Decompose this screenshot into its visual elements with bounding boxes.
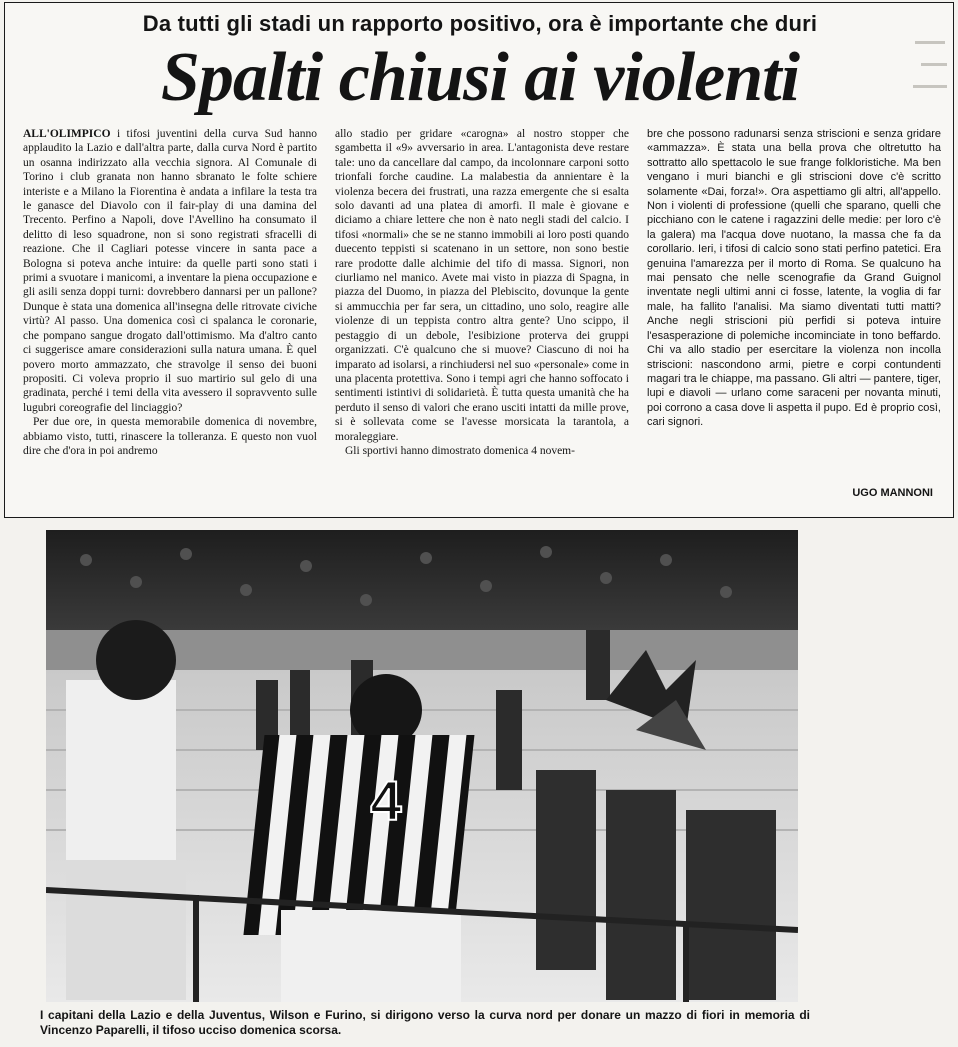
paragraph-text: i tifosi juventini della curva Sud hanno applaudito la Lazio e dall'altra parte, dalla curva Nord è partito un osanna indirizzato alla vecchia signora. Al Comunale di Torino i club granata non hanno sbranato le folte schiere interiste e a Milano la Fiorentina è andata a infilare la testa tra le ganasce del Diavolo con il fair-play di una damina del Trecento. Perfino a Napoli, dove l'Avellino ha consumato il delitto di leso squadrone, non si sono registrati sfracelli di reazione. Che il Cagliari potesse vincere in santa pace a Bologna si poteva anche intuire: da quelle parti sono stati i primi a svuotare i manicomi, a inventare la piena occupazione e gli asili senza doppi turni: dovrebbero dannarsi per un pallone? Dunque è stata una domenica all'insegna delle ritrovate civiche virtù? Al passo. Una domenica così ci spalanca le coronarie, che pompano sangue drogato dall'ottimismo. Ma d'altro canto ci suggerisce amare considerazioni sulla natura umana. È quel povero morto ammazzato, che stravolge il senso dei buoni propositi. Ci voleva proprio il suo martirio sul gelo di una gradinata, perché i temi della vita avessero il sopravvento sulle lugubri coreografie del linciaggio?	[23, 128, 317, 414]
column-1	[23, 127, 317, 495]
article-body	[23, 127, 941, 495]
byline: UGO MANNONI	[852, 487, 933, 499]
headline: Spalti chiusi ai violenti	[160, 39, 800, 116]
paragraph: bre che possono radunarsi senza striscioni e senza gridare «ammazza». È stata una bella prova che oltretutto ha sottratto allo spettacolo le sue frange folkloristiche. Ma ben vengano i muri bianchi e gli striscioni dove c'è scritto solamente «Dai, forza!». Ora aspettiamo gli altri, all'appello. Non i violenti di professione (quelli che sparano, quelli che picchiano con le catene i ragazzini delle medie: per loro c'è la galera) ma l'acqua dove nuotano, la massa che fa da corollario. Ieri, i tifosi di calcio sono stati perfino patetici. Era genuina l'amarezza per il morto di Roma. Se qualcuno ha mai pensato che nelle scenografie da Grand Guignol inventate negli ultimi anni ci fosse, latente, la voglia di far male, ha fallito l'analisi. Ma siamo diventati tutti matti? Anche negli striscioni più perfidi si poteva intuire l'esasperazione di polemiche incominciate in tono beffardo. Chi va allo stadio per esercitare la violenza non incolla striscioni: nascondono armi, pietre e corpi contundenti magari tra le chiappe, ma passano. Gli altri — pantere, tiger, lupi e diavoli — urlano come saraceni per novanta minuti, poi corrono a casa dove li aspetta il pupo. Ed è proprio così, cari signori.	[647, 128, 941, 429]
kicker-subtitle: Da tutti gli stadi un rapporto positivo, ora è importante che duri	[142, 11, 818, 36]
paragraph: Per due ore, in questa memorabile domenica di novembre, abbiamo visto, tutti, rinascere la tolleranza. E questo non vuol dire che d'ora in poi andremo	[23, 416, 317, 457]
adjacent-page-bleed	[911, 33, 951, 103]
column-2	[335, 127, 629, 495]
bleed-marks	[911, 33, 951, 103]
paragraph	[23, 127, 317, 415]
paragraph: allo stadio per gridare «carogna» al nostro stopper che sgambetta il «9» avversario in area. L'antagonista deve restare tale: uno da cancellare dal campo, da incolonnare carponi sotto trionfali forche caudine. La malabestia da annientare è la violenza becera dei frustrati, una razza emergente che si esalta solo davanti ad una platea di amorfi. Il male è giovane e diciamo a chiare lettere che non è nato negli stadi del calcio. I tifosi «normali» che se ne stanno immobili ai loro posti quando duecento teppisti si scatenano in un settore, non sono bestie rare prodotte dalle alchimie del tifo di massa. Signori, non ciurliamo nel manico. Avete mai visto in piazza di Spagna, in piazza del Duomo, in piazza del Plebiscito, dovunque la gente si ammucchia per far sera, un cittadino, uno solo, reagire alle violenze di un teppista contro altra gente? Uno scippo, il pestaggio di un debole, l'esibizione proterva dei gruppi organizzati. C'è qualcuno che si muove? Ciascuno di noi ha imparato ad isolarsi, a rinchiudersi nel suo «personale» come in una placenta protettiva. Sono i tempi agri che hanno soffocato i sentimenti istintivi di solidarietà. È tutta questa umanità che ha perduto il senso di valori che erano usciti intatti da mille prove, si è sollevata come se l'avesse morsicata la tarantola, a moraleggiare.	[335, 128, 629, 443]
jersey-number: 4	[370, 769, 402, 832]
lead-words: ALL'OLIMPICO	[23, 128, 111, 140]
article-box	[4, 2, 954, 518]
paragraph: Gli sportivi hanno dimostrato domenica 4 novem-	[345, 444, 575, 457]
crowd-stand	[46, 530, 798, 630]
column-3	[647, 127, 941, 495]
stadium-photo-illustration	[46, 530, 798, 1002]
photo-caption: I capitani della Lazio e della Juventus, Wilson e Furino, si dirigono verso la curva nord per donare un mazzo di fiori in memoria di Vincenzo Paparelli, il tifoso ucciso domenica scorsa.	[40, 1008, 810, 1037]
news-photo	[46, 530, 798, 1002]
